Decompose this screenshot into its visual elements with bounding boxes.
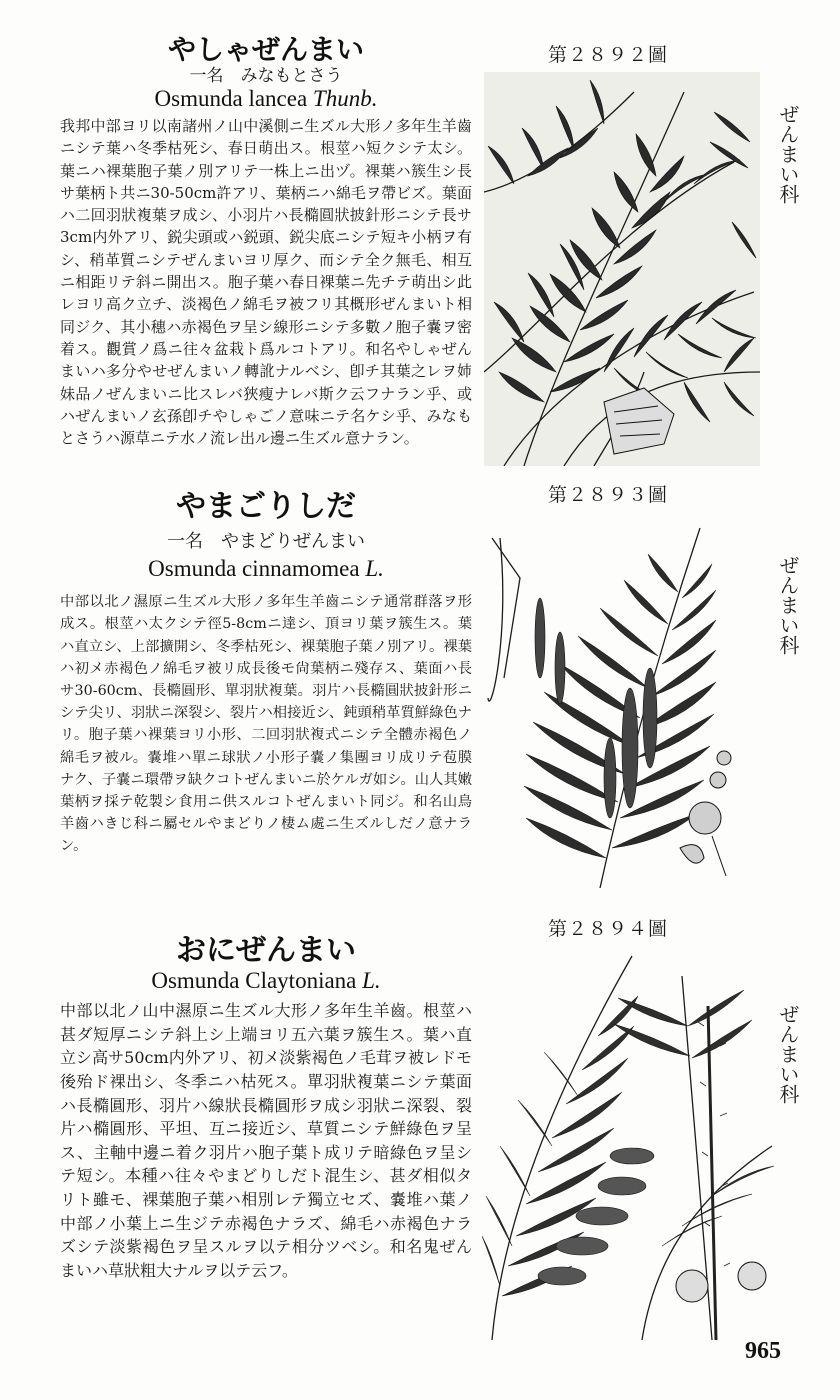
author-abbrev: L. [362,968,381,993]
author-abbrev: Thunb. [312,85,378,111]
fern-drawing [480,518,750,898]
author-abbrev: L. [365,555,384,581]
figure-number-label: 第２８９４圖 [548,918,669,940]
entry-alias: 一名 みなもとさう [189,66,343,86]
page-number: 965 [745,1338,781,1364]
entry-yamagorishida [60,489,472,896]
entry-yashazenmai [60,33,472,477]
genus-species: Osmunda lancea [154,85,308,111]
fern-illustration [480,518,750,898]
scientific-name [60,968,472,993]
entry-description: 中部以北ノ濕原ニ生ズル大形ノ多年生羊齒ニシテ通常群落ヲ形成ス。根莖ハ太クシテ徑5-8cmニ達シ、頂ヨリ葉ヲ簇生ス。葉ハ直立シ、上部擴開シ、冬季枯死シ、裸葉胞子葉ノ別アリ。裸葉ハ初メ赤褐色ノ綿毛ヲ被リ成長後モ尙葉柄ニ殘存ス、葉面ハ長サ30-60cm、長橢圓形、單羽狀複葉。羽片ハ長橢圓狀披針形ニシテ尖リ、羽狀ニ深裂シ、裂片ハ相接近シ、鈍頭稍革質鮮綠色ナリ。胞子葉ハ裸葉ヨリ小形、二回羽狀複式ニシテ全體赤褐色ノ綿毛ヲ被ル。嚢堆ハ單ニ球狀ノ小形子嚢ノ集團ヨリ成リテ苞膜ナク、子嚢ニ環帶ヲ缺クコトぜんまいニ於ケルガ如シ。山人其嫩葉柄ヲ採テ乾製シ食用ニ供スルコトぜんまいト同ジ。和名山鳥羊齒ハきじ科ニ屬セルやまどりノ棲ム處ニ生ズルしだノ意ナラン。 [60,594,472,855]
scientific-name [60,556,472,581]
family-label: ぜんまい科 [776,555,800,655]
family-label: ぜんまい科 [776,1004,800,1104]
figure-number-label: 第２８９２圖 [548,44,669,66]
scientific-name [60,86,472,111]
entry-description: 中部以北ノ山中濕原ニ生ズル大形ノ多年生羊齒。根莖ハ甚ダ短厚ニシテ斜上シ上端ヨリ五六葉ヲ簇生ス。葉ハ直立シ高サ50cm内外アリ、初メ淡紫褐色ノ毛茸ヲ被レドモ後殆ド裸出シ、冬季ニハ枯死ス。單羽狀複葉ニシテ葉面ハ長橢圓形、羽片ハ線狀長橢圓形ヲ成シ羽狀ニ深裂、裂片ハ橢圓形、平坦、互ニ接近シ、草質ニシテ鮮綠色ヲ呈ス、主軸中邊ニ着ク羽片ハ胞子葉ト成リテ暗綠色ヲ呈シテ短シ。本種ハ往々やまどりしだト混生シ、甚ダ相似タリト雖モ、裸葉胞子葉ハ相別レテ獨立セズ、嚢堆ハ葉ノ中部ノ小葉上ニ生ジテ赤褐色ナラズ、綿毛ハ赤褐色ナラズシテ淡紫褐色ヲ呈スルヲ以テ相分ツベシ。和名鬼ぜんまいハ草狀粗大ナルヲ以テ云フ。 [60,1001,472,1280]
genus-species: Osmunda cinnamomea [148,555,360,581]
family-label: ぜんまい科 [776,104,800,204]
fern-drawing [482,946,774,1340]
fern-drawing [484,72,760,466]
genus-species: Osmunda Claytoniana [151,968,357,993]
fern-illustration [484,72,760,466]
entry-title: おにぜんまい [176,933,356,968]
entry-alias: 一名 やまどりぜんまい [167,531,365,552]
figure-number-label: 第２８９３圖 [548,484,669,506]
entry-title: やしゃぜんまい [167,33,364,66]
entry-onizenmai [60,933,472,1355]
entry-title: やまごりしだ [176,489,356,524]
entry-description: 我邦中部ヨリ以南諸州ノ山中溪側ニ生ズル大形ノ多年生羊齒ニシテ葉ハ冬季枯死シ、春日萌出ス。根莖ハ短クシテ太シ。葉ニハ裸葉胞子葉ノ別アリテ一株上ニ出ヅ。裸葉ハ簇生シ長サ葉柄ト共ニ30-50cm許アリ、葉柄ニハ綿毛ヲ帶ビズ。葉面ハ二回羽狀複葉ヲ成シ、小羽片ハ長橢圓狀披針形ニシテ長サ3cm内外アリ、鋭尖頭或ハ鋭頭、鋭尖底ニシテ短キ小柄ヲ有シ、稍革質ニシテぜんまいヨリ厚ク、而シテ全ク無毛、相互ニ相距リテ斜ニ開出ス。胞子葉ハ春日裸葉ニ先チテ萌出シ此レヨリ高ク立チ、淡褐色ノ綿毛ヲ被フリ其概形ぜんまいト相同ジク、其小穗ハ赤褐色ヲ呈シ線形ニシテ多數ノ胞子嚢ヲ密着ス。觀賞ノ爲ニ往々盆栽ト爲ルコトアリ。和名やしゃぜんまいハ多分やせぜんまいノ轉訛ナルベシ、卽チ其葉之レヲ姉妹品ノぜんまいニ比スレバ狹瘦ナレバ斯ク云フナラン乎、或ハぜんまいノ玄孫卽チやしゃごノ意味ニテ名ケシ乎、みなもとさうハ源草ニテ水ノ流レ出ル邊ニ生ズル意ナラン。 [60,116,472,448]
fern-illustration [482,946,774,1340]
